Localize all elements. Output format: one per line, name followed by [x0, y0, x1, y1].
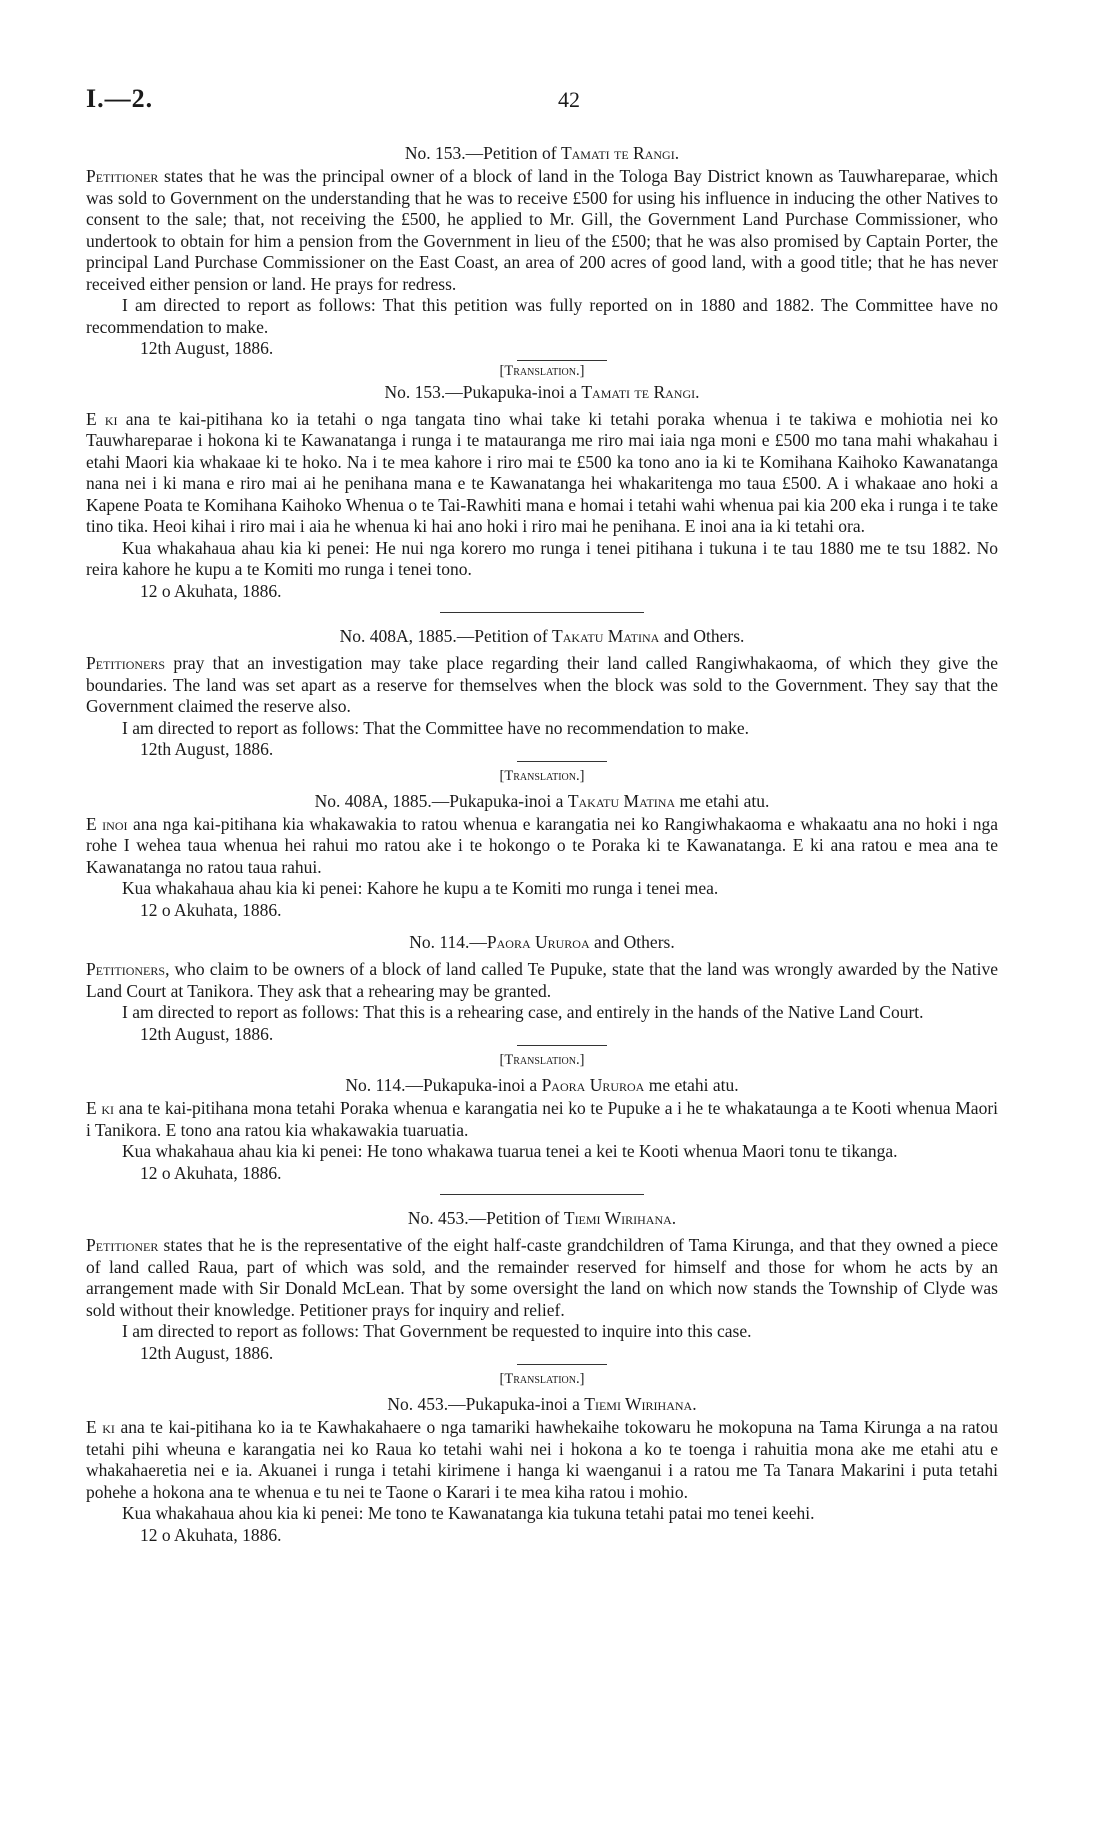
translation-title [86, 1393, 998, 1415]
petition-body [86, 959, 998, 1002]
petition-body [86, 653, 998, 718]
translation-date: 12 o Akuhata, 1886. [140, 580, 282, 601]
committee-report: I am directed to report as follows: That this petition was fully reported on in 1880 and 1882. The Committee have no recommendation to make. [86, 295, 998, 337]
translation-label: [Translation.] [499, 767, 585, 784]
petitioner-name: Takatu Matina [567, 790, 676, 811]
lead-word: Petitioners [86, 653, 166, 673]
title-suffix: and Others. [589, 932, 675, 952]
petition-title [86, 142, 998, 164]
committee-report: I am directed to report as follows: That the Committee have no recommendation to make. [122, 717, 750, 738]
petitioner-name: Paora Ururoa [486, 932, 590, 952]
petition-body [86, 166, 998, 295]
lead-word: Petitioner [86, 166, 159, 186]
body-text: ana nga kai-pitihana kia whakawakia to ratou whenua e karangatia nei ko Rangiwhakaoma e whakaatu ana no hoki i nga rohe I wehea taua whenua hei rahui mo ratou ake i te hokongo o te Poraka ki te Kawanatanga. E ki ana ratou e mea ana te Kawanatanga no ratou taua rahui. [86, 813, 998, 877]
report-date: 12th August, 1886. [140, 1023, 274, 1044]
translation-label: [Translation.] [499, 362, 585, 379]
title-suffix: me etahi atu. [644, 1075, 739, 1095]
petition-114 [86, 931, 998, 1184]
title-prefix: No. 114.— [409, 932, 487, 952]
translation-body [86, 1417, 998, 1503]
petitioner-name: Tiemi Wirihana. [563, 1208, 677, 1228]
title-prefix: No. 114.—Pukapuka-inoi a [345, 1075, 542, 1095]
lead-word: Petitioner [86, 1235, 159, 1255]
section-divider [440, 1194, 644, 1195]
translation-body [86, 814, 998, 879]
report-date: 12th August, 1886. [140, 739, 274, 759]
body-text: ana te kai-pitihana ko ia tetahi o nga tangata tino whai take ki tetahi poraka whenua i te takiwa e mohiotia nei ko Tauwhareparae i hokona ki te Kawanatanga i runga i te matauranga me riro mai iaia nga moni e £500 mo tana mahi whakahau i etahi Maori kia whakaae ki te hoko. Na i te mea kahore i riro mai te £500 ka tono ano ia ki te Komihana Kaihoko Kawanatanga nana nei i ki mana e riro mai ai he penihana mana e te Kawanatanga hei whakaritenga mo taua £500. A i whakaae ano hoki a Kapene Poata te Komihana Kaihoko Whenua o te Tai-Rawhiti mana e homai i tetahi wahi whenua pai kia 200 eka i runga i te take tino tika. Heoi kihai i riro mai i aia he whenua ki hai ano hoki i riro mai he penihana. E inoi ana ia ki tetahi ora. [86, 408, 998, 536]
petitioner-name: Takatu Matina [552, 626, 660, 646]
committee-report: I am directed to report as follows: That Government be requested to inquire into this case. [122, 1321, 752, 1341]
petition-453 [86, 1207, 998, 1546]
petition-body [86, 1235, 998, 1321]
lead-word: E ki [86, 1417, 115, 1437]
translation-date: 12 o Akuhata, 1886. [140, 1524, 282, 1545]
translation-label: [Translation.] [499, 1052, 585, 1068]
short-divider [517, 1045, 607, 1046]
title-suffix: me etahi atu. [675, 790, 770, 811]
translation-report: Kua whakahaua ahau kia ki penei: Kahore he kupu a te Komiti mo runga i tenei mea. [122, 878, 719, 898]
petitioner-name: Tamati te Rangi. [560, 143, 680, 163]
title-suffix: and Others. [659, 626, 745, 646]
document-reference: I.—2. [86, 84, 154, 113]
lead-word: Petitioners [86, 959, 166, 979]
committee-report: I am directed to report as follows: That this is a rehearing case, and entirely in the hands of the Native Land Court. [122, 1002, 924, 1022]
petitioner-name: Tiemi Wirihana. [584, 1394, 697, 1414]
petitioner-name: Paora Ururoa [541, 1075, 645, 1095]
body-text: pray that an investigation may take place regarding their land called Rangiwhakaoma, of which they give the boundaries. The land was set apart as a reserve for themselves when the block was sold to the Government. They say that the Government claimed the reserve also. [86, 653, 998, 716]
section-divider [440, 612, 644, 613]
body-text: ana te kai-pitihana mona tetahi Poraka whenua e karangatia nei ko te Pupuke a i he te whakataunga a te Kooti whenua Maori i Tanikora. E tono ana ratou kia whakawakia tuaruatia. [86, 1098, 999, 1140]
title-prefix: No. 153.—Petition of [404, 143, 561, 163]
body-text: , who claim to be owners of a block of land called Te Pupuke, state that the land was wrongly awarded by the Native Land Court at Tanikora. They ask that a rehearing may be granted. [86, 959, 998, 1001]
translation-body [86, 1098, 998, 1141]
translation-title [86, 381, 998, 403]
page-number: 42 [558, 87, 580, 112]
body-text: ana te kai-pitihana ko ia te Kawhakahaere o nga tamariki hawhekaihe tokowaru he mokopuna na Tama Kirunga a na ratou tetahi pihi wheuna e karangatia nei ko Raua ko tetahi wahi nei i hokona a ko te toenga i rahuitia mona ake me etahi atu e whakahaeretia nei e ia. Akuanei i runga i tetahi kirimene i hanga ki waenganui i a ratou me Ta Tanara Makarini i puta tetahi pohehe a hokona ana te whenua e tu nei te Taone o Karari i te mea kiha ratou i mohio. [86, 1417, 998, 1502]
petition-153 [86, 142, 998, 602]
title-prefix: No. 453.—Pukapuka-inoi a [387, 1394, 585, 1414]
running-head [86, 84, 998, 114]
translation-date: 12 o Akuhata, 1886. [140, 1162, 282, 1183]
translation-report: Kua whakahaua ahau kia ki penei: He tono whakawa tuarua tenei a kei te Kooti whenua Maori tonu te tikanga. [122, 1141, 898, 1161]
short-divider [517, 1364, 607, 1365]
title-prefix: No. 408A, 1885.—Petition of [339, 626, 553, 646]
short-divider [517, 360, 607, 361]
translation-date: 12 o Akuhata, 1886. [140, 899, 282, 920]
title-prefix: No. 408A, 1885.—Pukapuka-inoi a [314, 790, 568, 811]
body-text: states that he was the principal owner of a block of land in the Tologa Bay District known as Tauwhareparae, which was sold to Government on the understanding that he was to receive £500 for using his influence in inducing the other Natives to consent to the sale; that, not receiving the £500, he applied to Mr. Gill, the Government Land Purchase Commissioner, who undertook to obtain for him a pension from the Government in lieu of the £500; that he was also promised by Captain Porter, the principal Land Purchase Commissioner on the East Coast, an area of 200 acres of good land, with a good title; that he has never received either pension or land. He prays for redress. [86, 166, 998, 294]
petition-title [86, 931, 998, 953]
document-page [86, 84, 998, 1546]
petition-408a [86, 625, 998, 921]
lead-word: E ki [86, 1098, 114, 1118]
translation-body [86, 409, 998, 538]
short-divider [517, 761, 607, 762]
body-text: states that he is the representative of the eight half-caste grandchildren of Tama Kirunga, and that they owned a piece of land called Raua, part of which was sold, and the remainder reserved for himself and those for whom he acts by an arrangement made with Sir Donald McLean. That by some oversight the land on which now stands the Township of Clyde was sold without their knowledge. Petitioner prays for inquiry and relief. [86, 1235, 998, 1320]
translation-report: Kua whakahaua ahou kia ki penei: Me tono te Kawanatanga kia tukuna tetahi patai mo tenei keehi. [122, 1503, 815, 1523]
report-date: 12th August, 1886. [140, 338, 274, 358]
title-prefix: No. 153.—Pukapuka-inoi a [384, 381, 582, 402]
report-date: 12th August, 1886. [140, 1342, 274, 1363]
translation-label: [Translation.] [499, 1371, 585, 1387]
petition-title [86, 1207, 998, 1229]
petition-title [86, 625, 998, 647]
lead-word: E ki [86, 408, 118, 429]
translation-report: Kua whakahaua ahau kia ki penei: He nui nga korero mo runga i tenei pitihana i tukuna i te tau 1880 me te tsu 1882. No reira kahore he kupu a te Komiti mo runga i tenei tono. [86, 537, 998, 579]
petitioner-name: Tamati te Rangi. [581, 381, 700, 402]
lead-word: E inoi [86, 813, 128, 834]
translation-title [86, 790, 998, 812]
title-prefix: No. 453.—Petition of [407, 1208, 564, 1228]
translation-title [86, 1074, 998, 1096]
